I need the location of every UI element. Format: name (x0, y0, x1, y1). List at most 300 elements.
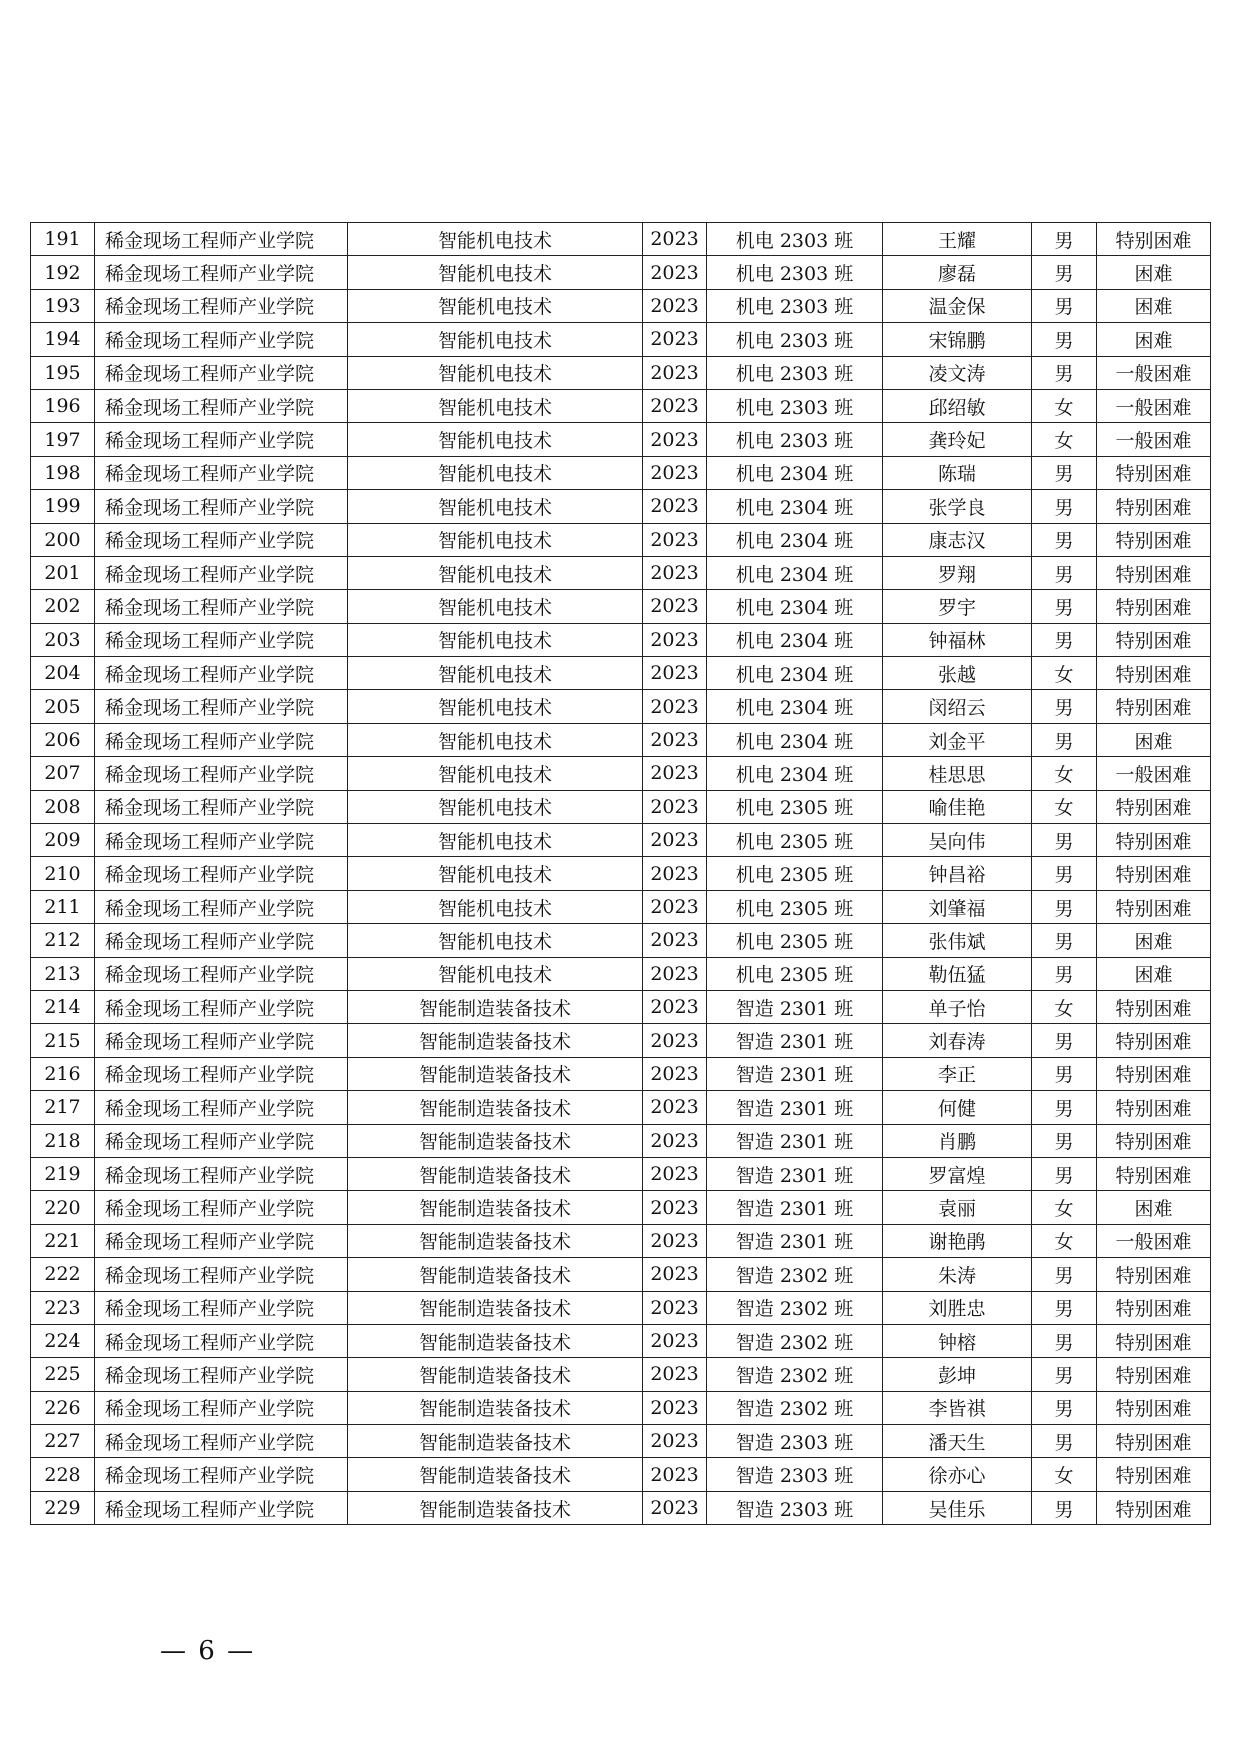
row-index-cell: 228 (31, 1458, 95, 1491)
gender-cell: 女 (1032, 389, 1097, 422)
difficulty-level-cell: 特别困难 (1097, 1024, 1211, 1057)
student-name-cell: 钟昌裕 (883, 857, 1032, 890)
major-cell: 智能机电技术 (348, 490, 643, 523)
student-name-cell: 张学良 (883, 490, 1032, 523)
row-index-cell: 204 (31, 657, 95, 690)
college-cell: 稀金现场工程师产业学院 (95, 1391, 348, 1424)
grade-cell: 2023 (643, 356, 707, 389)
student-name-cell: 刘金平 (883, 723, 1032, 756)
difficulty-level-cell: 特别困难 (1097, 1057, 1211, 1090)
class-cell: 机电 2303 班 (707, 389, 883, 422)
grade-cell: 2023 (643, 389, 707, 422)
row-index-cell: 218 (31, 1124, 95, 1157)
difficulty-level-cell: 特别困难 (1097, 1291, 1211, 1324)
student-name-cell: 勒伍猛 (883, 957, 1032, 990)
class-cell: 机电 2304 班 (707, 556, 883, 589)
college-cell: 稀金现场工程师产业学院 (95, 490, 348, 523)
student-name-cell: 廖磊 (883, 256, 1032, 289)
grade-cell: 2023 (643, 1124, 707, 1157)
student-name-cell: 吴佳乐 (883, 1491, 1032, 1524)
table-row (31, 1224, 1211, 1257)
table-row (31, 523, 1211, 556)
row-index-cell: 210 (31, 857, 95, 890)
table-body (31, 223, 1211, 1525)
row-index-cell: 224 (31, 1324, 95, 1357)
grade-cell: 2023 (643, 1358, 707, 1391)
student-name-cell: 罗富煌 (883, 1157, 1032, 1190)
major-cell: 智能制造装备技术 (348, 1224, 643, 1257)
class-cell: 智造 2302 班 (707, 1358, 883, 1391)
gender-cell: 女 (1032, 757, 1097, 790)
gender-cell: 男 (1032, 623, 1097, 656)
major-cell: 智能机电技术 (348, 456, 643, 489)
class-cell: 机电 2304 班 (707, 456, 883, 489)
college-cell: 稀金现场工程师产业学院 (95, 890, 348, 923)
class-cell: 智造 2302 班 (707, 1291, 883, 1324)
difficulty-level-cell: 困难 (1097, 924, 1211, 957)
difficulty-level-cell: 特别困难 (1097, 590, 1211, 623)
student-name-cell: 张伟斌 (883, 924, 1032, 957)
row-index-cell: 192 (31, 256, 95, 289)
difficulty-level-cell: 特别困难 (1097, 223, 1211, 256)
gender-cell: 男 (1032, 1024, 1097, 1057)
gender-cell: 男 (1032, 590, 1097, 623)
grade-cell: 2023 (643, 223, 707, 256)
major-cell: 智能机电技术 (348, 890, 643, 923)
student-name-cell: 刘肇福 (883, 890, 1032, 923)
grade-cell: 2023 (643, 523, 707, 556)
table-row (31, 1324, 1211, 1357)
major-cell: 智能制造装备技术 (348, 1458, 643, 1491)
major-cell: 智能机电技术 (348, 924, 643, 957)
gender-cell: 男 (1032, 957, 1097, 990)
college-cell: 稀金现场工程师产业学院 (95, 523, 348, 556)
grade-cell: 2023 (643, 1458, 707, 1491)
gender-cell: 男 (1032, 1057, 1097, 1090)
difficulty-level-cell: 特别困难 (1097, 790, 1211, 823)
row-index-cell: 199 (31, 490, 95, 523)
college-cell: 稀金现场工程师产业学院 (95, 1091, 348, 1124)
row-index-cell: 223 (31, 1291, 95, 1324)
table-row (31, 1157, 1211, 1190)
major-cell: 智能机电技术 (348, 523, 643, 556)
gender-cell: 男 (1032, 556, 1097, 589)
table-row (31, 757, 1211, 790)
table-row (31, 890, 1211, 923)
class-cell: 机电 2304 班 (707, 723, 883, 756)
college-cell: 稀金现场工程师产业学院 (95, 924, 348, 957)
table-row (31, 556, 1211, 589)
gender-cell: 男 (1032, 523, 1097, 556)
college-cell: 稀金现场工程师产业学院 (95, 657, 348, 690)
difficulty-level-cell: 特别困难 (1097, 857, 1211, 890)
college-cell: 稀金现场工程师产业学院 (95, 356, 348, 389)
student-name-cell: 宋锦鹏 (883, 323, 1032, 356)
grade-cell: 2023 (643, 1425, 707, 1458)
table-row (31, 590, 1211, 623)
student-name-cell: 钟福林 (883, 623, 1032, 656)
difficulty-level-cell: 一般困难 (1097, 1224, 1211, 1257)
grade-cell: 2023 (643, 723, 707, 756)
row-index-cell: 191 (31, 223, 95, 256)
table-row (31, 456, 1211, 489)
college-cell: 稀金现场工程师产业学院 (95, 757, 348, 790)
class-cell: 机电 2303 班 (707, 289, 883, 322)
class-cell: 智造 2301 班 (707, 1124, 883, 1157)
table-row (31, 1024, 1211, 1057)
grade-cell: 2023 (643, 790, 707, 823)
gender-cell: 男 (1032, 824, 1097, 857)
gender-cell: 男 (1032, 490, 1097, 523)
class-cell: 智造 2301 班 (707, 1024, 883, 1057)
difficulty-level-cell: 特别困难 (1097, 1324, 1211, 1357)
row-index-cell: 219 (31, 1157, 95, 1190)
grade-cell: 2023 (643, 323, 707, 356)
gender-cell: 男 (1032, 1291, 1097, 1324)
student-name-cell: 钟榕 (883, 1324, 1032, 1357)
class-cell: 机电 2304 班 (707, 490, 883, 523)
row-index-cell: 197 (31, 423, 95, 456)
college-cell: 稀金现场工程师产业学院 (95, 790, 348, 823)
row-index-cell: 196 (31, 389, 95, 422)
gender-cell: 女 (1032, 1224, 1097, 1257)
row-index-cell: 201 (31, 556, 95, 589)
major-cell: 智能机电技术 (348, 857, 643, 890)
table-row (31, 657, 1211, 690)
class-cell: 智造 2301 班 (707, 990, 883, 1023)
student-name-cell: 桂思思 (883, 757, 1032, 790)
major-cell: 智能机电技术 (348, 256, 643, 289)
gender-cell: 女 (1032, 1191, 1097, 1224)
college-cell: 稀金现场工程师产业学院 (95, 1124, 348, 1157)
row-index-cell: 195 (31, 356, 95, 389)
class-cell: 智造 2303 班 (707, 1491, 883, 1524)
major-cell: 智能制造装备技术 (348, 1324, 643, 1357)
college-cell: 稀金现场工程师产业学院 (95, 1024, 348, 1057)
row-index-cell: 226 (31, 1391, 95, 1424)
major-cell: 智能制造装备技术 (348, 1358, 643, 1391)
row-index-cell: 221 (31, 1224, 95, 1257)
table-row (31, 1191, 1211, 1224)
table-row (31, 824, 1211, 857)
college-cell: 稀金现场工程师产业学院 (95, 1291, 348, 1324)
grade-cell: 2023 (643, 256, 707, 289)
major-cell: 智能机电技术 (348, 690, 643, 723)
class-cell: 智造 2301 班 (707, 1157, 883, 1190)
gender-cell: 男 (1032, 1124, 1097, 1157)
grade-cell: 2023 (643, 1157, 707, 1190)
class-cell: 智造 2301 班 (707, 1191, 883, 1224)
row-index-cell: 205 (31, 690, 95, 723)
gender-cell: 男 (1032, 256, 1097, 289)
gender-cell: 男 (1032, 924, 1097, 957)
table-row (31, 1358, 1211, 1391)
class-cell: 机电 2304 班 (707, 623, 883, 656)
college-cell: 稀金现场工程师产业学院 (95, 323, 348, 356)
major-cell: 智能制造装备技术 (348, 1391, 643, 1424)
difficulty-level-cell: 特别困难 (1097, 1391, 1211, 1424)
college-cell: 稀金现场工程师产业学院 (95, 1425, 348, 1458)
major-cell: 智能制造装备技术 (348, 1258, 643, 1291)
row-index-cell: 215 (31, 1024, 95, 1057)
gender-cell: 男 (1032, 1425, 1097, 1458)
difficulty-level-cell: 特别困难 (1097, 1425, 1211, 1458)
class-cell: 机电 2304 班 (707, 590, 883, 623)
difficulty-level-cell: 特别困难 (1097, 990, 1211, 1023)
table-row (31, 323, 1211, 356)
gender-cell: 男 (1032, 356, 1097, 389)
grade-cell: 2023 (643, 657, 707, 690)
row-index-cell: 209 (31, 824, 95, 857)
college-cell: 稀金现场工程师产业学院 (95, 1157, 348, 1190)
student-name-cell: 喻佳艳 (883, 790, 1032, 823)
gender-cell: 男 (1032, 1258, 1097, 1291)
major-cell: 智能制造装备技术 (348, 1024, 643, 1057)
student-name-cell: 王耀 (883, 223, 1032, 256)
gender-cell: 男 (1032, 223, 1097, 256)
gender-cell: 男 (1032, 456, 1097, 489)
student-name-cell: 温金保 (883, 289, 1032, 322)
class-cell: 智造 2303 班 (707, 1458, 883, 1491)
row-index-cell: 213 (31, 957, 95, 990)
major-cell: 智能机电技术 (348, 657, 643, 690)
class-cell: 机电 2305 班 (707, 924, 883, 957)
major-cell: 智能机电技术 (348, 723, 643, 756)
college-cell: 稀金现场工程师产业学院 (95, 1491, 348, 1524)
grade-cell: 2023 (643, 423, 707, 456)
difficulty-level-cell: 特别困难 (1097, 890, 1211, 923)
gender-cell: 女 (1032, 1458, 1097, 1491)
college-cell: 稀金现场工程师产业学院 (95, 690, 348, 723)
difficulty-level-cell: 特别困难 (1097, 1458, 1211, 1491)
student-name-cell: 张越 (883, 657, 1032, 690)
difficulty-level-cell: 特别困难 (1097, 657, 1211, 690)
difficulty-level-cell: 特别困难 (1097, 1258, 1211, 1291)
college-cell: 稀金现场工程师产业学院 (95, 1224, 348, 1257)
student-name-cell: 罗翔 (883, 556, 1032, 589)
college-cell: 稀金现场工程师产业学院 (95, 423, 348, 456)
college-cell: 稀金现场工程师产业学院 (95, 389, 348, 422)
grade-cell: 2023 (643, 1024, 707, 1057)
difficulty-level-cell: 一般困难 (1097, 423, 1211, 456)
table-row (31, 1091, 1211, 1124)
student-name-cell: 谢艳鹃 (883, 1224, 1032, 1257)
table-row (31, 423, 1211, 456)
class-cell: 机电 2305 班 (707, 857, 883, 890)
table-row (31, 490, 1211, 523)
table-row (31, 1124, 1211, 1157)
college-cell: 稀金现场工程师产业学院 (95, 1191, 348, 1224)
major-cell: 智能机电技术 (348, 323, 643, 356)
row-index-cell: 198 (31, 456, 95, 489)
grade-cell: 2023 (643, 1191, 707, 1224)
grade-cell: 2023 (643, 490, 707, 523)
major-cell: 智能制造装备技术 (348, 1124, 643, 1157)
table-row (31, 857, 1211, 890)
grade-cell: 2023 (643, 623, 707, 656)
difficulty-level-cell: 特别困难 (1097, 456, 1211, 489)
student-name-cell: 徐亦心 (883, 1458, 1032, 1491)
gender-cell: 女 (1032, 990, 1097, 1023)
table-row (31, 256, 1211, 289)
class-cell: 机电 2303 班 (707, 323, 883, 356)
class-cell: 智造 2301 班 (707, 1057, 883, 1090)
class-cell: 智造 2301 班 (707, 1224, 883, 1257)
table-row (31, 924, 1211, 957)
row-index-cell: 216 (31, 1057, 95, 1090)
gender-cell: 男 (1032, 1091, 1097, 1124)
gender-cell: 女 (1032, 657, 1097, 690)
major-cell: 智能机电技术 (348, 957, 643, 990)
difficulty-level-cell: 特别困难 (1097, 1091, 1211, 1124)
difficulty-level-cell: 特别困难 (1097, 623, 1211, 656)
table-row (31, 1391, 1211, 1424)
student-name-cell: 肖鹏 (883, 1124, 1032, 1157)
college-cell: 稀金现场工程师产业学院 (95, 223, 348, 256)
student-name-cell: 何健 (883, 1091, 1032, 1124)
college-cell: 稀金现场工程师产业学院 (95, 456, 348, 489)
row-index-cell: 211 (31, 890, 95, 923)
page-number: — 6 — (160, 1636, 256, 1666)
difficulty-level-cell: 一般困难 (1097, 389, 1211, 422)
student-name-cell: 闵绍云 (883, 690, 1032, 723)
table-row (31, 690, 1211, 723)
grade-cell: 2023 (643, 556, 707, 589)
table-row (31, 1291, 1211, 1324)
difficulty-level-cell: 特别困难 (1097, 1491, 1211, 1524)
grade-cell: 2023 (643, 590, 707, 623)
major-cell: 智能机电技术 (348, 824, 643, 857)
student-name-cell: 袁丽 (883, 1191, 1032, 1224)
student-name-cell: 罗宇 (883, 590, 1032, 623)
class-cell: 智造 2301 班 (707, 1091, 883, 1124)
table-row (31, 1458, 1211, 1491)
grade-cell: 2023 (643, 924, 707, 957)
gender-cell: 女 (1032, 790, 1097, 823)
major-cell: 智能机电技术 (348, 556, 643, 589)
row-index-cell: 214 (31, 990, 95, 1023)
table-row (31, 1057, 1211, 1090)
table-row (31, 623, 1211, 656)
major-cell: 智能机电技术 (348, 757, 643, 790)
student-name-cell: 李皆祺 (883, 1391, 1032, 1424)
class-cell: 机电 2304 班 (707, 657, 883, 690)
row-index-cell: 227 (31, 1425, 95, 1458)
major-cell: 智能机电技术 (348, 389, 643, 422)
difficulty-level-cell: 困难 (1097, 1191, 1211, 1224)
grade-cell: 2023 (643, 690, 707, 723)
class-cell: 机电 2305 班 (707, 890, 883, 923)
difficulty-level-cell: 一般困难 (1097, 757, 1211, 790)
class-cell: 机电 2305 班 (707, 790, 883, 823)
student-name-cell: 邱绍敏 (883, 389, 1032, 422)
student-name-cell: 康志汉 (883, 523, 1032, 556)
row-index-cell: 203 (31, 623, 95, 656)
table-row (31, 957, 1211, 990)
class-cell: 智造 2302 班 (707, 1324, 883, 1357)
difficulty-level-cell: 特别困难 (1097, 523, 1211, 556)
grade-cell: 2023 (643, 1258, 707, 1291)
class-cell: 机电 2304 班 (707, 690, 883, 723)
college-cell: 稀金现场工程师产业学院 (95, 990, 348, 1023)
row-index-cell: 207 (31, 757, 95, 790)
student-name-cell: 朱涛 (883, 1258, 1032, 1291)
grade-cell: 2023 (643, 1391, 707, 1424)
college-cell: 稀金现场工程师产业学院 (95, 556, 348, 589)
gender-cell: 男 (1032, 1157, 1097, 1190)
student-name-cell: 单子怡 (883, 990, 1032, 1023)
table-row (31, 990, 1211, 1023)
college-cell: 稀金现场工程师产业学院 (95, 824, 348, 857)
row-index-cell: 193 (31, 289, 95, 322)
table-row (31, 289, 1211, 322)
grade-cell: 2023 (643, 824, 707, 857)
difficulty-level-cell: 困难 (1097, 256, 1211, 289)
class-cell: 智造 2302 班 (707, 1258, 883, 1291)
major-cell: 智能制造装备技术 (348, 1091, 643, 1124)
gender-cell: 男 (1032, 1324, 1097, 1357)
class-cell: 机电 2304 班 (707, 757, 883, 790)
difficulty-level-cell: 特别困难 (1097, 824, 1211, 857)
row-index-cell: 212 (31, 924, 95, 957)
grade-cell: 2023 (643, 1057, 707, 1090)
class-cell: 机电 2303 班 (707, 423, 883, 456)
major-cell: 智能制造装备技术 (348, 1191, 643, 1224)
student-name-cell: 彭坤 (883, 1358, 1032, 1391)
grade-cell: 2023 (643, 857, 707, 890)
grade-cell: 2023 (643, 1324, 707, 1357)
major-cell: 智能机电技术 (348, 623, 643, 656)
college-cell: 稀金现场工程师产业学院 (95, 623, 348, 656)
grade-cell: 2023 (643, 456, 707, 489)
college-cell: 稀金现场工程师产业学院 (95, 1324, 348, 1357)
difficulty-level-cell: 困难 (1097, 957, 1211, 990)
difficulty-level-cell: 特别困难 (1097, 1358, 1211, 1391)
gender-cell: 男 (1032, 323, 1097, 356)
major-cell: 智能制造装备技术 (348, 990, 643, 1023)
gender-cell: 男 (1032, 723, 1097, 756)
difficulty-level-cell: 特别困难 (1097, 490, 1211, 523)
major-cell: 智能机电技术 (348, 223, 643, 256)
college-cell: 稀金现场工程师产业学院 (95, 1358, 348, 1391)
major-cell: 智能制造装备技术 (348, 1157, 643, 1190)
grade-cell: 2023 (643, 890, 707, 923)
class-cell: 机电 2303 班 (707, 223, 883, 256)
row-index-cell: 206 (31, 723, 95, 756)
student-name-cell: 刘春涛 (883, 1024, 1032, 1057)
student-aid-table (30, 222, 1211, 1525)
class-cell: 机电 2305 班 (707, 824, 883, 857)
gender-cell: 男 (1032, 890, 1097, 923)
major-cell: 智能制造装备技术 (348, 1291, 643, 1324)
class-cell: 机电 2305 班 (707, 957, 883, 990)
major-cell: 智能制造装备技术 (348, 1425, 643, 1458)
student-name-cell: 吴向伟 (883, 824, 1032, 857)
difficulty-level-cell: 特别困难 (1097, 690, 1211, 723)
grade-cell: 2023 (643, 957, 707, 990)
gender-cell: 男 (1032, 289, 1097, 322)
table-row (31, 1491, 1211, 1524)
grade-cell: 2023 (643, 990, 707, 1023)
student-name-cell: 潘天生 (883, 1425, 1032, 1458)
college-cell: 稀金现场工程师产业学院 (95, 857, 348, 890)
table-row (31, 723, 1211, 756)
class-cell: 智造 2303 班 (707, 1425, 883, 1458)
gender-cell: 男 (1032, 1358, 1097, 1391)
row-index-cell: 220 (31, 1191, 95, 1224)
class-cell: 机电 2304 班 (707, 523, 883, 556)
major-cell: 智能制造装备技术 (348, 1491, 643, 1524)
